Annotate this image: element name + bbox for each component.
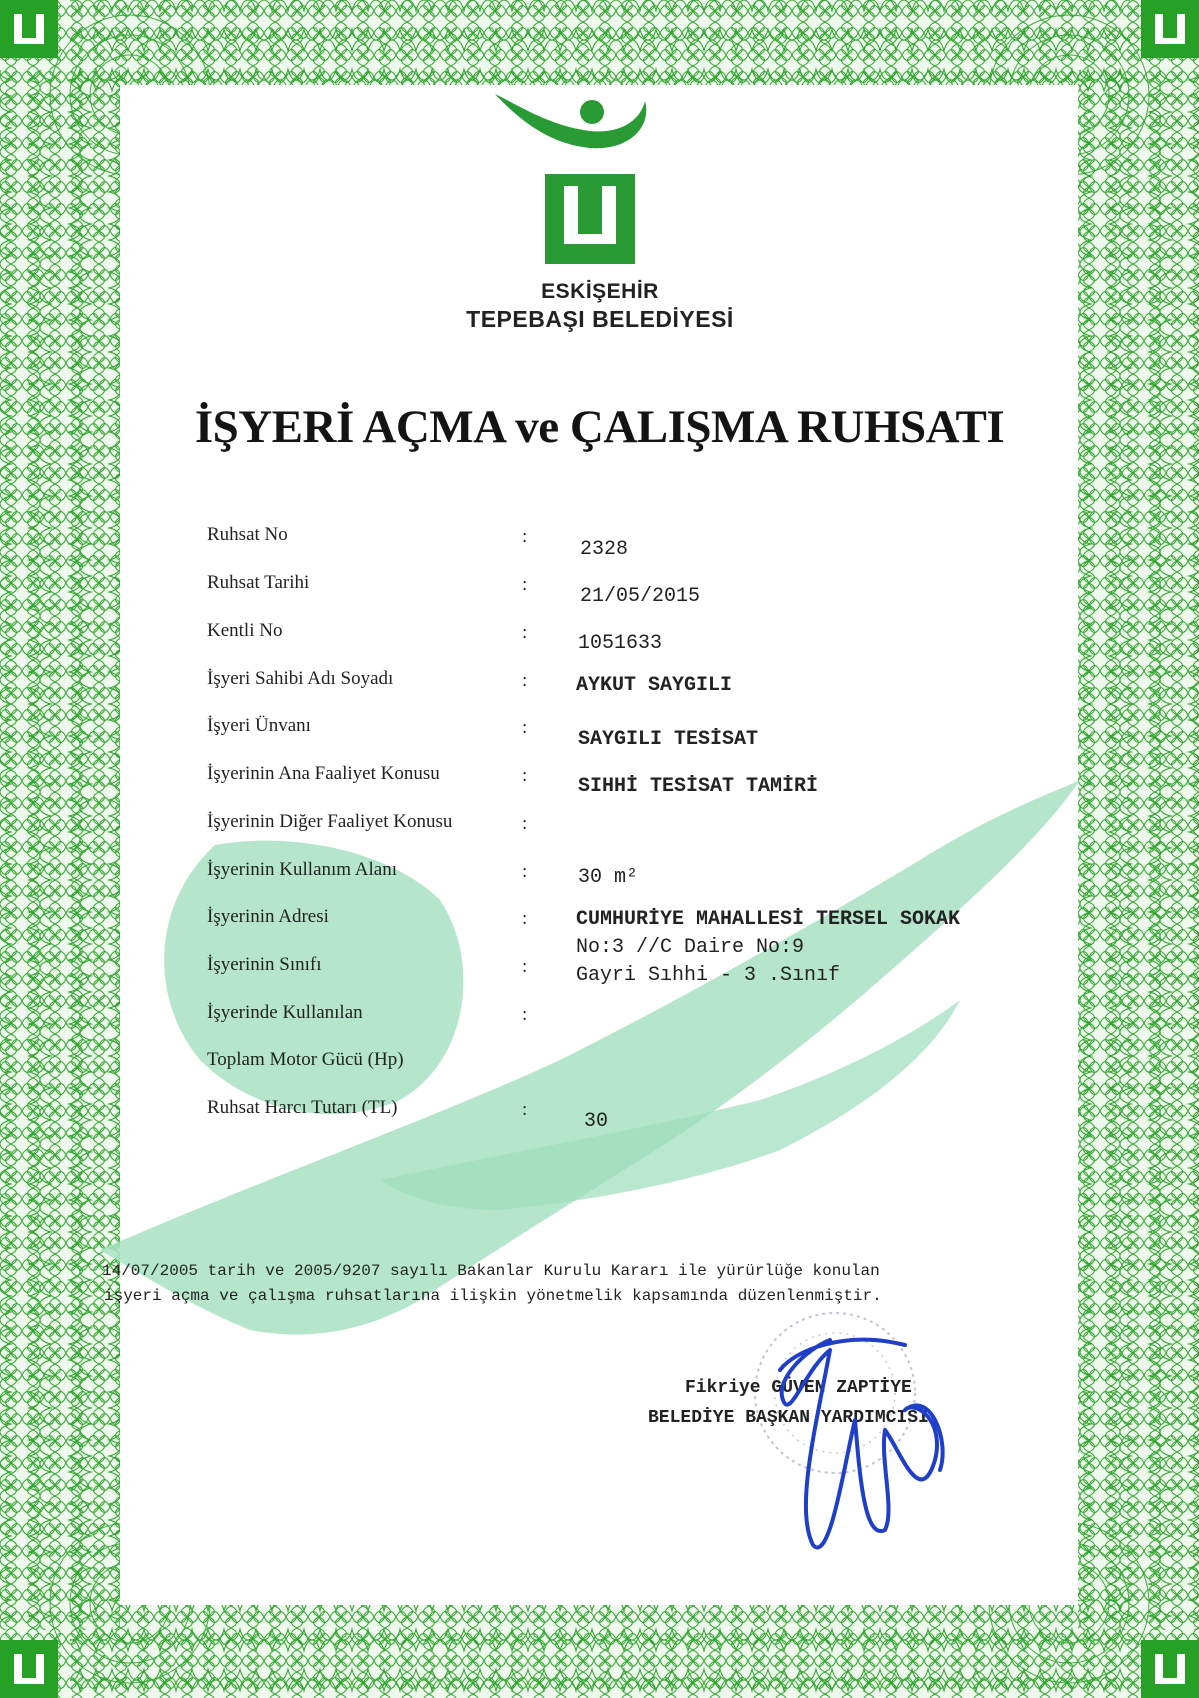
document-title: İŞYERİ AÇMA ve ÇALIŞMA RUHSATI: [194, 401, 1005, 453]
value-main-activity: SIHHİ TESİSAT TAMİRİ: [578, 775, 819, 798]
value-ruhsat-no: 2328: [580, 538, 629, 561]
legal-text-line2: işyeri açma ve çalışma ruhsatlarına ilişkin yönetmelik kapsamında düzenlenmiştir.: [104, 1287, 882, 1305]
signatory-title: BELEDİYE BAŞKAN YARDIMCISI: [648, 1408, 929, 1428]
value-fee: 30: [584, 1110, 609, 1133]
corner-emblem-icon: [0, 1640, 58, 1698]
colon: :: [522, 813, 528, 834]
colon: :: [522, 1004, 528, 1025]
corner-emblem-icon: [1141, 0, 1199, 58]
label-main-activity: İşyerinin Ana Faaliyet Konusu: [207, 763, 440, 784]
value-class: Gayri Sıhhi - 3 .Sınıf: [576, 964, 841, 987]
signatory-name: Fikriye GÜVEN ZAPTİYE: [685, 1378, 912, 1398]
value-ruhsat-tarihi: 21/05/2015: [580, 585, 701, 608]
org-name-line2: TEPEBAŞI BELEDİYESİ: [466, 306, 734, 332]
label-fee: Ruhsat Harcı Tutarı (TL): [207, 1097, 398, 1118]
colon: :: [522, 574, 528, 595]
label-used-in: İşyerinde Kullanılan: [207, 1002, 363, 1023]
colon: :: [522, 908, 528, 929]
label-kentli-no: Kentli No: [207, 620, 283, 641]
org-name-line1: ESKİŞEHİR: [541, 280, 659, 303]
label-usage-area: İşyerinin Kullanım Alanı: [207, 859, 397, 880]
colon: :: [522, 861, 528, 882]
label-business-title: İşyeri Ünvanı: [207, 715, 311, 736]
label-owner-name: İşyeri Sahibi Adı Soyadı: [207, 668, 394, 689]
label-address: İşyerinin Adresi: [207, 906, 329, 927]
colon: :: [522, 1099, 528, 1120]
corner-emblem-icon: [0, 0, 58, 58]
colon: :: [522, 717, 528, 738]
value-address-line1: CUMHURİYE MAHALLESİ TERSEL SOKAK: [576, 908, 961, 931]
colon: :: [522, 670, 528, 691]
colon: :: [522, 526, 528, 547]
colon: :: [522, 622, 528, 643]
label-ruhsat-tarihi: Ruhsat Tarihi: [207, 572, 310, 593]
value-address-line2: No:3 //C Daire No:9: [576, 936, 805, 959]
label-class: İşyerinin Sınıfı: [207, 954, 322, 975]
label-other-activity: İşyerinin Diğer Faaliyet Konusu: [207, 811, 453, 832]
municipality-logo-icon: [480, 86, 690, 266]
label-ruhsat-no: Ruhsat No: [207, 524, 288, 545]
value-business-title: SAYGILI TESİSAT: [578, 728, 759, 751]
signature-mark: [735, 1310, 965, 1570]
label-motor-power: Toplam Motor Gücü (Hp): [207, 1049, 404, 1070]
value-usage-area: 30 m²: [578, 866, 639, 889]
corner-emblem-icon: [1141, 1640, 1199, 1698]
value-kentli-no: 1051633: [578, 632, 663, 655]
colon: :: [522, 956, 528, 977]
colon: :: [522, 765, 528, 786]
legal-text-line1: 14/07/2005 tarih ve 2005/9207 sayılı Bakanlar Kurulu Kararı ile yürürlüğe konulan: [102, 1262, 880, 1280]
value-owner-name: AYKUT SAYGILI: [576, 674, 733, 697]
